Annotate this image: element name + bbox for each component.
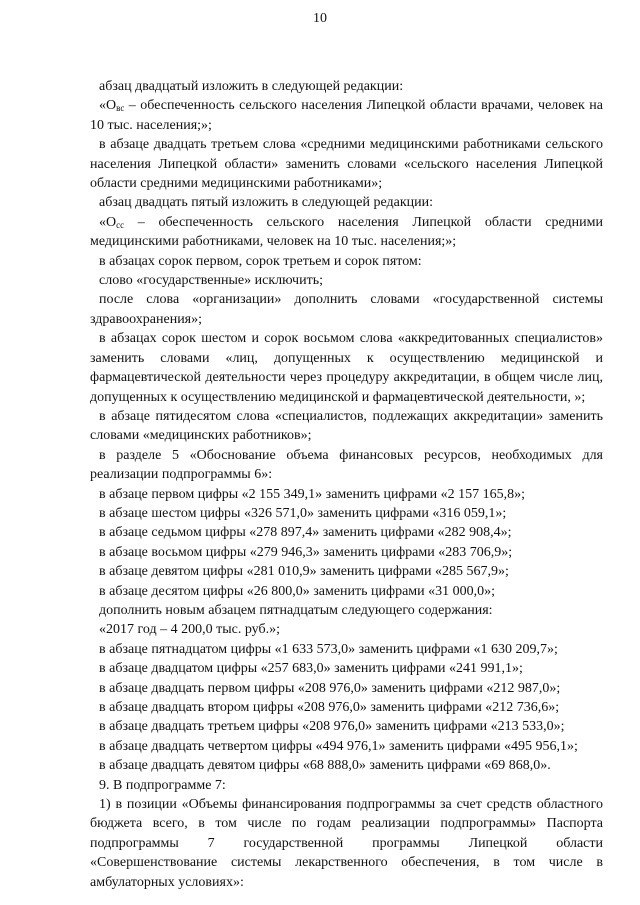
paragraph: в абзаце двадцатом цифры «257 683,0» заменить цифрами «241 991,1»; [99,661,523,677]
subscript-index: вс [116,103,125,114]
paragraph [90,213,603,252]
paragraph: в абзаце десятом цифры «26 800,0» заменить цифрами «31 000,0»; [99,583,496,599]
paragraph: абзац двадцатый изложить в следующей редакции: [99,79,404,94]
paragraph: дополнить новым абзацем пятнадцатым следующего содержания: [99,602,493,618]
paragraph: абзац двадцать пятый изложить в следующей редакции: [99,195,434,211]
paragraph: в абзаце первом цифры «2 155 349,1» заменить цифрами «2 157 165,8»; [99,486,525,502]
paragraph-text: «О [99,214,117,230]
paragraph: 1) в позиции «Объемы финансирования подпрограммы за счет средств областного бюджета всего, в том числе по годам реализации подпрограммы» Паспорта подпрограммы 7 государственной программы Липецкой области «Совершенствование системы лекарственного обеспечения, в том числе в амбулаторных условиях»: [90,797,603,890]
paragraph: в абзаце девятом цифры «281 010,9» заменить цифрами «285 567,9»; [99,564,509,580]
paragraph [90,96,603,135]
paragraph: в абзаце двадцать девятом цифры «68 888,0» заменить цифрами «69 868,0». [99,758,551,774]
paragraph: в абзаце двадцать втором цифры «208 976,0» заменить цифрами «212 736,6»; [99,700,560,715]
paragraph: в разделе 5 «Обоснование объема финансовых ресурсов, необходимых для реализации подпрограммы 6»: [90,447,603,483]
page-number: 10 [313,11,327,26]
paragraph: в абзацах сорок первом, сорок третьем и сорок пятом: [99,253,422,269]
paragraph: «2017 год – 4 200,0 тыс. руб.»; [99,622,280,638]
paragraph: в абзаце двадцать первом цифры «208 976,0» заменить цифрами «212 987,0»; [99,680,561,696]
paragraph: в абзацах сорок шестом и сорок восьмом слова «аккредитованных специалистов» заменить словами «лиц, допущенных к осуществлению медицинской и фармацевтической деятельности через процедуру аккредитации, в общем числе лиц, допущенных к осуществлению медицинской и фармацевтической деятельности, »; [90,331,603,405]
document-body [90,77,603,892]
paragraph: в абзаце двадцать третьем слова «средними медицинскими работниками сельского населения Липецкой области» заменить словами «сельского населения Липецкой области средними медицинскими работниками»; [90,137,603,192]
paragraph: в абзаце пятнадцатом цифры «1 633 573,0» заменить цифрами «1 630 209,7»; [99,641,558,657]
paragraph-text: «О [99,98,117,114]
paragraph-text: – обеспеченность сельского населения Липецкой области средними медицинскими работниками, человек на 10 тыс. населения;»; [90,214,603,250]
paragraph: в абзаце седьмом цифры «278 897,4» заменить цифрами «282 908,4»; [99,525,512,541]
paragraph: в абзаце шестом цифры «326 571,0» заменить цифрами «316 059,1»; [99,505,507,521]
paragraph: в абзаце двадцать третьем цифры «208 976,0» заменить цифрами «213 533,0»; [99,719,565,735]
paragraph: слово «государственные» исключить; [99,273,323,289]
paragraph: в абзаце пятидесятом слова «специалистов, подлежащих аккредитации» заменить словами «медицинских работников»; [90,408,603,444]
paragraph: 9. В подпрограмме 7: [99,777,226,793]
paragraph: в абзаце двадцать четвертом цифры «494 976,1» заменить цифрами «495 956,1»; [99,738,578,754]
paragraph-text: – обеспеченность сельского населения Липецкой области врачами, человек на 10 тыс. населения;»; [90,98,603,133]
paragraph: в абзаце восьмом цифры «279 946,3» заменить цифрами «283 706,9»; [99,544,513,560]
paragraph: после слова «организации» дополнить словами «государственной системы здравоохранения»; [90,292,603,327]
subscript-index: сс [116,219,125,230]
